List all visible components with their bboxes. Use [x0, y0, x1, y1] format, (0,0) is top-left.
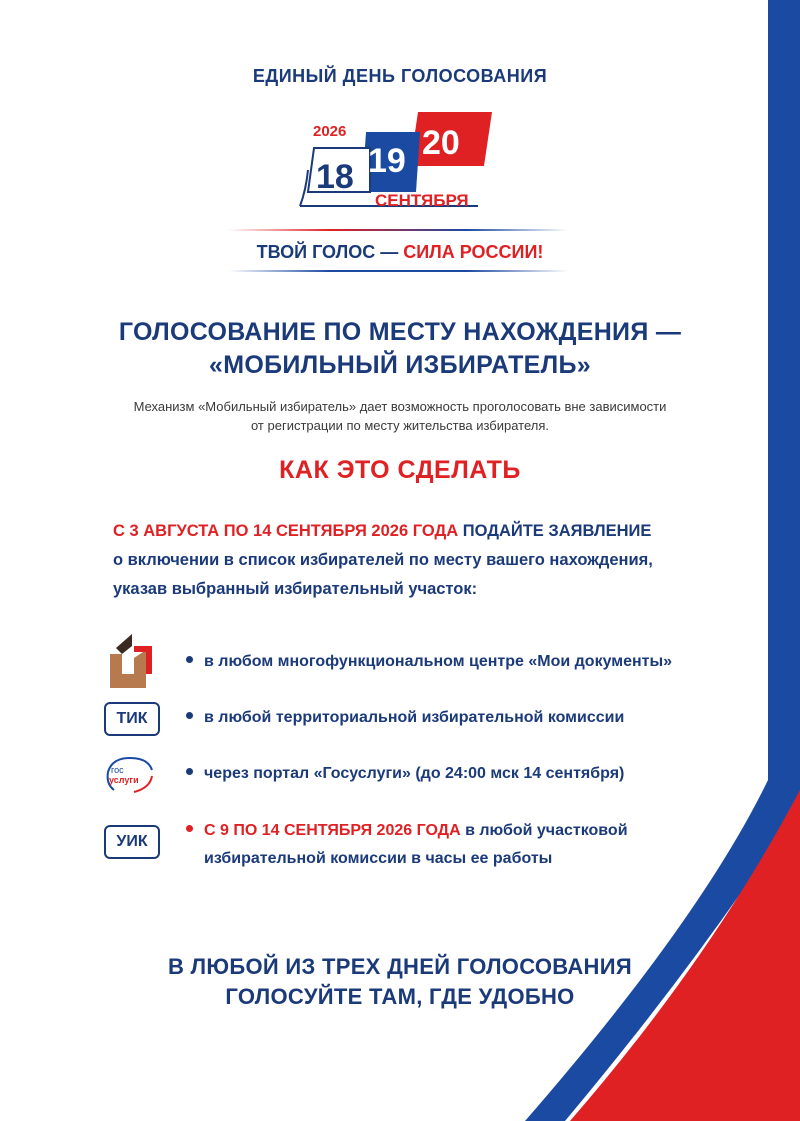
option-uik-dates: С 9 ПО 14 СЕНТЯБРЯ 2026 ГОДА	[204, 822, 461, 839]
description-line-2: от регистрации по месту жительства избирателя.	[250, 418, 549, 433]
instruction-line-2: о включении в список избирателей по месту вашего нахождения,	[113, 551, 653, 569]
gosuslugi-icon-text-1: гос	[111, 765, 124, 775]
description-line-1: Механизм «Мобильный избиратель» дает возможность проголосовать вне зависимости	[133, 399, 667, 414]
election-dates-logo	[298, 110, 498, 216]
option-uik	[186, 817, 628, 873]
bullet-icon	[186, 712, 193, 719]
option-uik-text-2: избирательной комиссии в часы ее работы	[204, 850, 553, 867]
logo-month: СЕНТЯБРЯ	[375, 191, 469, 210]
option-mfc	[186, 648, 672, 676]
logo-year: 2026	[313, 123, 347, 140]
bullet-icon	[186, 825, 193, 832]
option-tik	[186, 704, 624, 732]
logo-day-18: 18	[316, 158, 354, 196]
bullet-icon	[186, 768, 193, 775]
closing-line-2: ГОЛОСУЙТЕ ТАМ, ГДЕ УДОБНО	[225, 984, 575, 1009]
logo-day-19: 19	[368, 142, 406, 180]
application-action: ПОДАЙТЕ ЗАЯВЛЕНИЕ	[458, 522, 652, 540]
election-day-title: ЕДИНЫЙ ДЕНЬ ГОЛОСОВАНИЯ	[252, 66, 548, 86]
bullet-icon	[186, 656, 193, 663]
logo-day-20: 20	[422, 124, 460, 162]
uik-badge: УИК	[104, 825, 160, 859]
application-instruction	[113, 517, 713, 604]
instruction-line-3: указав выбранный избирательный участок:	[113, 580, 478, 598]
tik-badge: ТИК	[104, 702, 160, 736]
mfc-icon	[108, 630, 156, 688]
gosuslugi-icon-text-2: услуги	[109, 775, 139, 785]
slogan-divider-top	[228, 229, 568, 231]
slogan	[0, 242, 800, 263]
how-to-title: КАК ЭТО СДЕЛАТЬ	[279, 456, 521, 484]
option-gosuslugi-text: через портал «Госуслуги» (до 24:00 мск 14 сентября)	[204, 765, 625, 782]
main-heading	[0, 316, 800, 382]
slogan-divider-bottom	[228, 270, 568, 272]
slogan-part-1: ТВОЙ ГОЛОС —	[256, 242, 404, 262]
main-heading-line-2: «МОБИЛЬНЫЙ ИЗБИРАТЕЛЬ»	[209, 351, 591, 379]
gosuslugi-icon	[104, 754, 156, 794]
option-tik-text: в любой территориальной избирательной комиссии	[204, 709, 625, 726]
closing-message	[0, 952, 800, 1012]
slogan-part-2: СИЛА РОССИИ!	[403, 242, 544, 262]
application-dates: С 3 АВГУСТА ПО 14 СЕНТЯБРЯ 2026 ГОДА	[113, 522, 459, 540]
main-heading-line-1: ГОЛОСОВАНИЕ ПО МЕСТУ НАХОЖДЕНИЯ —	[118, 318, 682, 346]
option-uik-text-1: в любой участковой	[460, 822, 628, 839]
mechanism-description	[0, 397, 800, 435]
option-gosuslugi	[186, 760, 624, 788]
closing-line-1: В ЛЮБОЙ ИЗ ТРЕХ ДНЕЙ ГОЛОСОВАНИЯ	[168, 954, 632, 979]
option-mfc-text: в любом многофункциональном центре «Мои документы»	[204, 653, 673, 670]
